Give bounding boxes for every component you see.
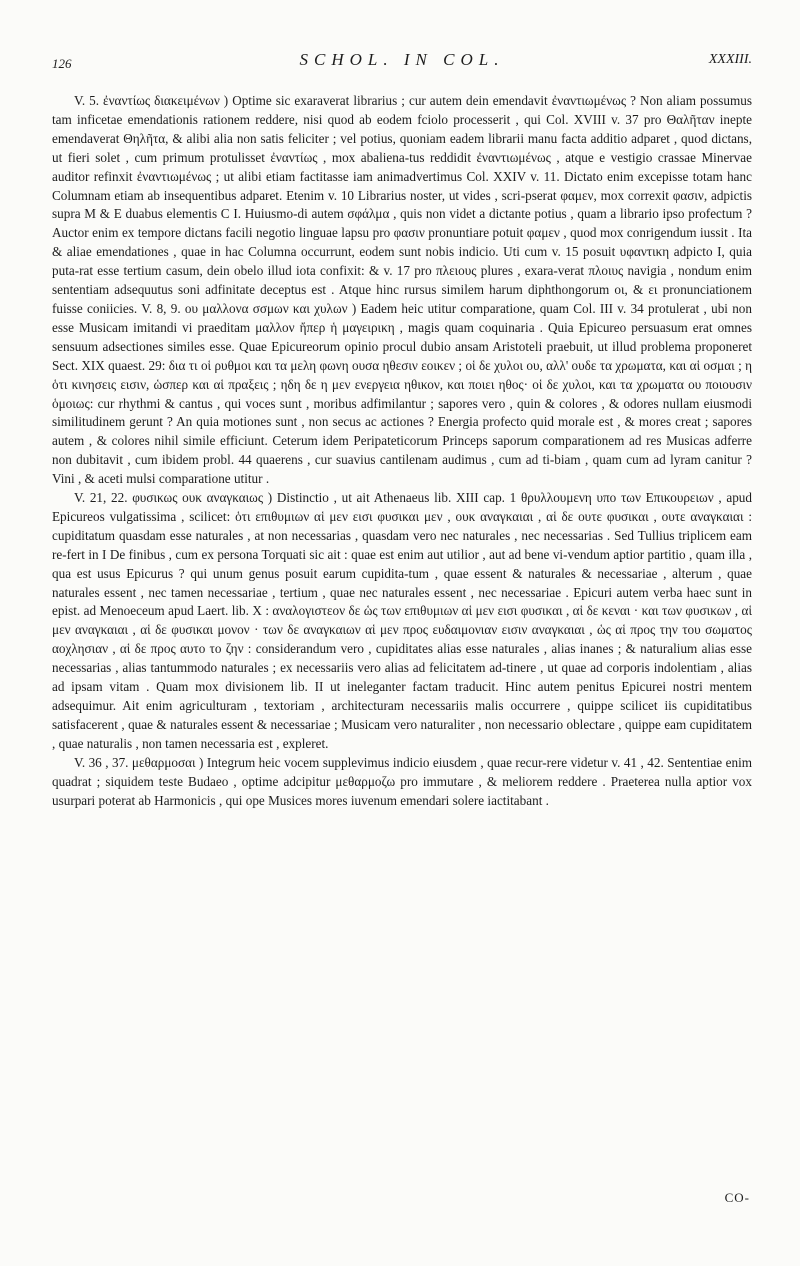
catchword: CO- — [724, 1190, 750, 1205]
running-title: SCHOL. IN COL. — [299, 50, 505, 69]
column-number: XXXIII. — [708, 52, 752, 67]
page-number: 126 — [52, 56, 72, 71]
note-verse-21-22: V. 21, 22. φυσικως ουκ αναγκαιως ) Distinctio , ut ait Athenaeus lib. XIII cap. 1 θρυλλουμενη υπο των Επικουρειων , apud Epicureos vulgatissima , scilicet: ὁτι επιθυμιων αἱ μεν εισι φυσικαι μεν , ουκ αναγκαιαι , αἱ δε ουτε φυσικαι , ουτε αναγκαιαι : cupiditatum quasdam esse naturales , at non necessarias , quasdam vero nec naturales , nec necessarias . Sed Tullius triplicem eam re-fert in I De finibus , cum ex persona Torquati sic ait : quae est enim aut utilior , aut ad bene vi-vendum aptior partitio , quam illa , qua est usus Epicurus ? qui unum genus posuit earum cupidita-tum , quae essent & naturales & necessariae , alterum , quae naturales essent , nec tamen necessariae , tertium , quae nec naturales essent , nec necessariae . Epicuri autem verba haec sunt in epist. ad Menoeceum apud Laert. lib. X : αναλογιστεον δε ὡς των επιθυμιων αἱ μεν εισι φυσικαι , αἱ δε κεναι · και των φυσικων , αἱ μεν αναγκαιαι , αἱ δε φυσικαι μονον · των δε αναγκαιων αἱ μεν προς ευδαιμονιαν εισιν αναγκαιαι , ὡς αἱ προς την του σωματος αοχλησιαν , αἱ δε προς αυτο το ζην : considerandum vero , cupiditates alias esse naturales , alias inanes ; & naturalium alias esse necessarias , alias tantummodo naturales ; ex necessariis vero alias ad felicitatem ad-tinere , ut quae ad corporis indolentiam , alias ad ipsam vitam . Quam mox divisionem lib. II ut ineleganter factam traducit. Hinc autem penitus Epicurei nostri mentem adsequimur. Ait enim agriculturam , textoriam , architecturam necessariis malis occurrere , quippe scilicet iis cupiditatibus satisfacerent , quae & naturales essent & necessariae ; Musicam vero naturaliter , non necessario oblectare , quippe eam cupiditatem , quae naturalis , non tamen necessaria est , expleret. — [52, 490, 752, 751]
commentary-text — [52, 92, 752, 1172]
note-verse-5: V. 5. ἐναντίως διακειμένων ) Optime sic exaraverat librarius ; cur autem dein emendavit ἐναντιωμένως ? Non aliam possumus tam inficetae emendationis rationem reddere, nisi quod ab eodem fciolo processerit , qui Col. XVIII v. 37 pro Θαλῆταν inepte emendaverat Θηλῆτα, & alibi alia non satis feliciter ; vel potius, quoniam eadem librarii manu facta additio adparet , quod dictans, ut fieri solet , cum primum protulisset ἐναντίως , mox abaliena-tus reddidit ἐναντιωμένως , atque e vestigio crassae Minervae auditor refinxit ἐναντιωμένως ; ut alibi etiam factitasse iam animadvertimus Col. XXIV v. 11. Dictato enim excepisse totam hanc Columnam etiam ab insequentibus adparet. Etenim v. 10 Librarius noster, ut vides , scri-pserat φαμεν, mox correxit φασιν, adpictis supra M & E duabus elementis C I. Huiusmo-di autem σφάλμα , quis non videt a dictante potius , quam a librario ipso profectum ? Auctor enim ex tempore dictans facili negotio linguae lapsu pro φασιν pronuntiare potuit φαμεν , quod mox conrigendum iussit . Ita & aliae emendationes , quae in hac Columna occurrunt, eodem sunt nobis indicio. Uti cum v. 15 posuit υφαντικη adpicto I, quia puta-rat esse tertium casum, dein obelo illud iota confixit: & v. 17 pro πλειους plures , exara-verat πλοιυς navigia , nondum enim sententiam adsequutus soni adfinitate deceptus est . Atque hinc rursus similem harum diphthongorum οι, & ει pronunciationem fuisse coniicies. V. 8, 9. ου μαλλονα σσμων και χυλων ) Eadem heic utitur comparatione, quam Col. III v. 34 protulerat , ubi non esse Musicam imitandi vi praeditam μαλλον ἤπερ ἡ μαγειρικη , magis quam coquinaria . Quia Epicureo persuasum erat omnes sensuum adsectiones similes esse. Quae Epicureorum opinio procul dubio ansam Aristoteli praebuit, ut illud problema proponeret Sect. XIX quaest. 29: δια τι οἱ ρυθμοι και τα μελη φωνη ουσα ηθεσιν εοικεν ; οἱ δε χυλοι ου, αλλ' ουδε τα χρωματα, και αἱ οσμαι ; η ὁτι κινησεις εισιν, ὡσπερ και αἱ πραξεις ; ηδη δε η μεν ενεργεια ηθικον, και ποιει ηθος· οἱ δε χυλοι, και τα χρωματα ου ποιουσιν ὁμοιως: cur rhythmi & cantus , qui voces sunt , moribus adfimilantur ; sapores vero , quin & colores , & odores nullam eiusmodi similitudinem gerunt ? An quia motiones sunt , non secus ac actiones ? Energia profecto quid morale est , & mores creat ; sapores autem , & colores nihil simile efficiunt. Ceterum idem Peripateticorum Princeps saporum comparationem ad res Musicas adferre non dubitavit , cum ibidem probl. 44 quaerens , cur suavius cantilenam audimus , cum ad ti-biam , quam cum ad lyram canitur ? Vini , & aceti mulsi comparatione utitur . — [52, 93, 752, 487]
running-head — [52, 46, 752, 76]
note-verse-36-37: V. 36 , 37. μεθαρμοσαι ) Integrum heic vocem supplevimus indicio eiusdem , quae recur-rere videtur v. 41 , 42. Sententiae enim quadrat ; siquidem teste Budaeo , optime adcipitur μεθαρμοζω pro immutare , & meliorem reddere . Praeterea nulla aptior vox usurpari poterat ab Harmonicis , qui ope Musices mores iuvenum emendari solere iactitabant . — [52, 754, 752, 808]
